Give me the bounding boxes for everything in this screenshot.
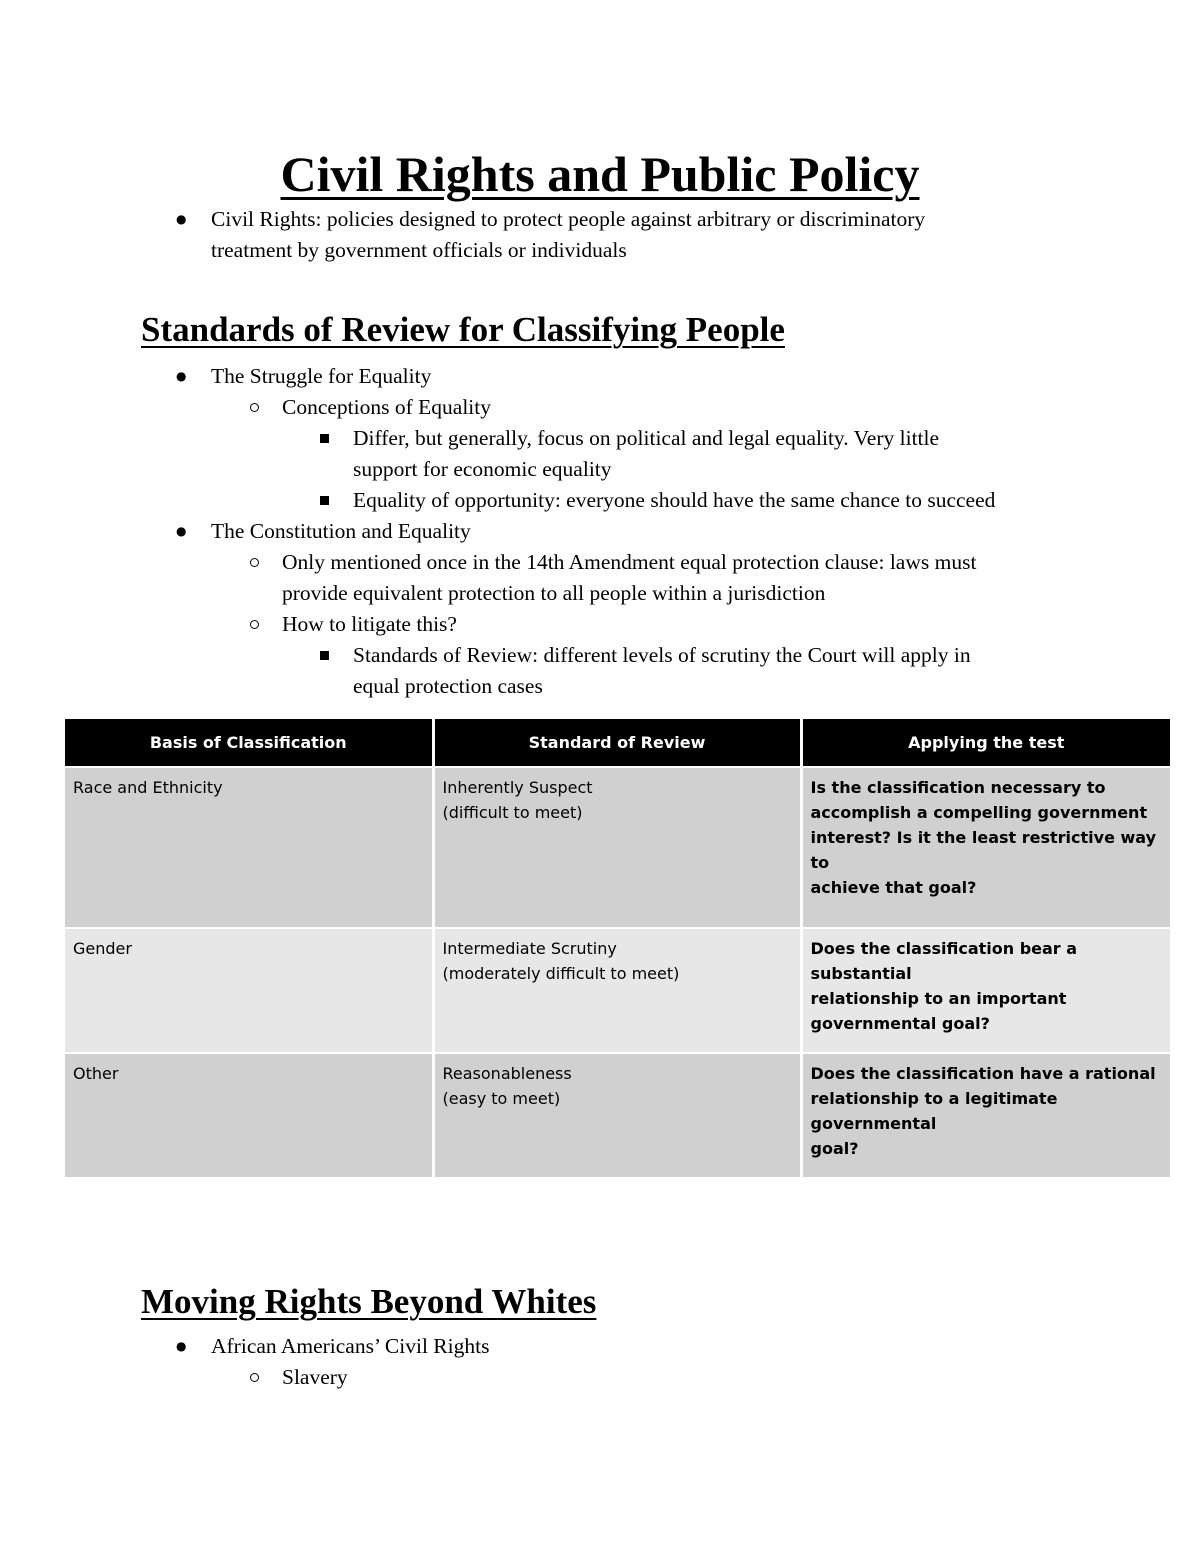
cell-standard — [433, 928, 801, 1053]
bullet-circle — [250, 403, 259, 412]
list-item-slavery: Slavery — [282, 1365, 348, 1389]
cell-test-line: accomplish a compelling government — [810, 803, 1148, 822]
cell-test-line: Does the classification have a rational — [810, 1064, 1156, 1083]
cell-standard-line: Reasonableness — [442, 1064, 572, 1083]
cell-basis: Race and Ethnicity — [65, 767, 433, 928]
page-title: Civil Rights and Public Policy — [280, 146, 920, 202]
list-item-differ-1: Differ, but generally, focus on political and legal equality. Very little — [353, 426, 940, 450]
cell-standard-line: Inherently Suspect — [442, 778, 593, 797]
list-item-conceptions: Conceptions of Equality — [282, 395, 491, 419]
list-item-opportunity: Equality of opportunity: everyone should have the same chance to succeed — [353, 488, 996, 512]
table-row — [65, 928, 1170, 1053]
cell-test-line: achieve that goal? — [810, 878, 977, 897]
bullet-circle — [250, 1373, 259, 1382]
cell-test-line: relationship to a legitimate governmental — [810, 1089, 1058, 1133]
cell-test-line: interest? Is it the least restrictive way to — [810, 828, 1156, 872]
cell-standard — [433, 767, 801, 928]
bullet-dot: ● — [176, 524, 187, 538]
bullet-square — [320, 496, 329, 505]
list-item-mentioned-2: provide equivalent protection to all people within a jurisdiction — [282, 581, 826, 605]
bullet-dot: ● — [176, 1339, 187, 1353]
list-item-differ-2: support for economic equality — [353, 457, 612, 481]
list-item-standards-1: Standards of Review: different levels of scrutiny the Court will apply in — [353, 643, 971, 667]
bullet-circle — [250, 558, 259, 567]
cell-standard-line: Intermediate Scrutiny — [442, 939, 617, 958]
cell-standard-line: (easy to meet) — [442, 1089, 561, 1108]
cell-standard-line: (moderately difficult to meet) — [442, 964, 680, 983]
column-header-standard: Standard of Review — [433, 719, 801, 767]
list-item-struggle: The Struggle for Equality — [211, 364, 432, 388]
list-item-mentioned-1: Only mentioned once in the 14th Amendment equal protection clause: laws must — [282, 550, 977, 574]
list-item-constitution: The Constitution and Equality — [211, 519, 471, 543]
column-header-basis: Basis of Classification — [65, 719, 433, 767]
column-header-test: Applying the test — [801, 719, 1170, 767]
section-heading-standards: Standards of Review for Classifying People — [141, 310, 785, 349]
cell-standard-line: (difficult to meet) — [442, 803, 583, 822]
bullet-dot: ● — [176, 212, 187, 226]
intro-line-1: Civil Rights: policies designed to protect people against arbitrary or discriminatory — [211, 207, 926, 231]
cell-test-line: goal? — [810, 1139, 859, 1158]
cell-test — [801, 767, 1170, 928]
bullet-square — [320, 651, 329, 660]
cell-test-line: governmental goal? — [810, 1014, 990, 1033]
bullet-square — [320, 434, 329, 443]
table-header-row — [65, 719, 1170, 767]
list-item-litigate: How to litigate this? — [282, 612, 457, 636]
cell-test-line: Is the classification necessary to — [810, 778, 1106, 797]
table-row — [65, 767, 1170, 928]
cell-standard — [433, 1053, 801, 1177]
standards-of-review-table — [65, 719, 1170, 1177]
cell-test-line: relationship to an important — [810, 989, 1067, 1008]
bullet-dot: ● — [176, 369, 187, 383]
cell-test — [801, 1053, 1170, 1177]
table-row — [65, 1053, 1170, 1177]
list-item-standards-2: equal protection cases — [353, 674, 543, 698]
section-heading-moving-rights: Moving Rights Beyond Whites — [141, 1282, 597, 1321]
cell-basis: Gender — [65, 928, 433, 1053]
list-item-african-americans: African Americans’ Civil Rights — [211, 1334, 490, 1358]
bullet-circle — [250, 620, 259, 629]
cell-test-line: Does the classification bear a substantial — [810, 939, 1078, 983]
cell-basis: Other — [65, 1053, 433, 1177]
intro-line-2: treatment by government officials or individuals — [211, 238, 627, 262]
cell-test — [801, 928, 1170, 1053]
